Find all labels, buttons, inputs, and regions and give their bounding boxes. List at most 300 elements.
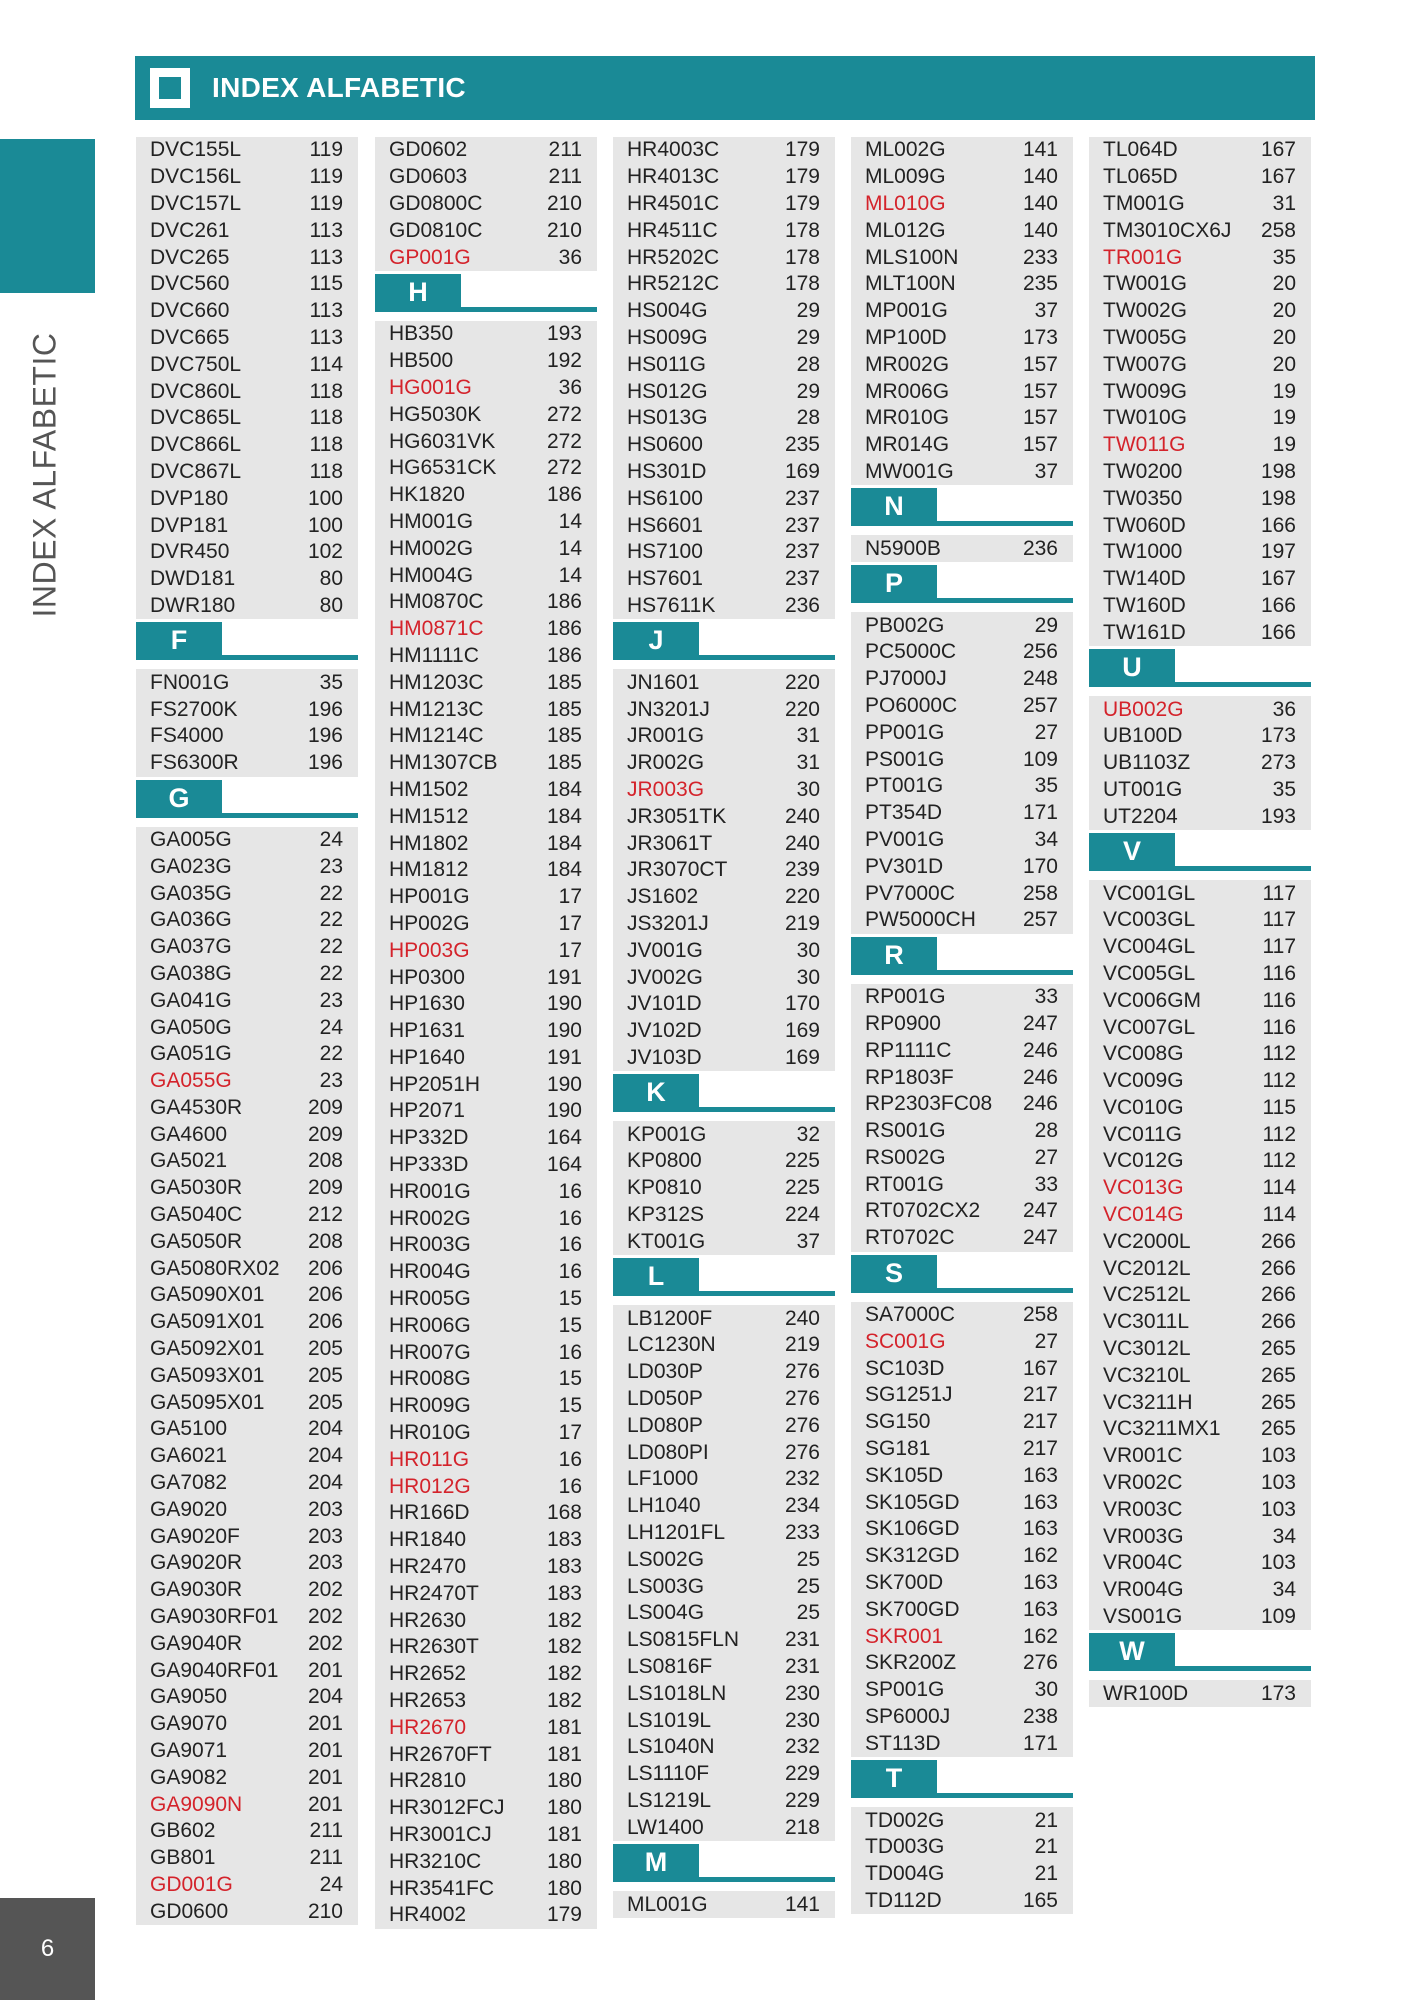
section-letter: F <box>136 622 222 659</box>
index-row <box>851 1409 1073 1436</box>
product-code: HR008G <box>389 1367 471 1391</box>
page-ref: 232 <box>784 1467 820 1491</box>
index-column-3 <box>613 137 835 1918</box>
page-ref: 240 <box>784 831 820 855</box>
page-ref: 186 <box>546 617 582 641</box>
page-ref: 169 <box>784 1019 820 1043</box>
section-header <box>375 271 597 321</box>
page-ref: 14 <box>558 563 582 587</box>
product-code: HR2670FT <box>389 1742 492 1766</box>
index-row <box>1089 1121 1311 1148</box>
index-row <box>136 566 358 593</box>
index-row <box>613 1493 835 1520</box>
page-ref: 257 <box>1022 908 1058 932</box>
index-row <box>136 934 358 961</box>
product-code: VR004C <box>1103 1551 1183 1575</box>
section-divider <box>851 1793 1073 1798</box>
page-ref: 114 <box>309 352 343 376</box>
product-code: UB002G <box>1103 697 1184 721</box>
section-divider <box>851 598 1073 603</box>
product-code: GA035G <box>150 881 232 905</box>
index-row <box>136 1872 358 1899</box>
product-code: HM002G <box>389 536 474 560</box>
page-ref: 117 <box>1262 935 1296 959</box>
index-row <box>375 428 597 455</box>
index-row <box>613 325 835 352</box>
index-row <box>1089 1416 1311 1443</box>
page-ref: 232 <box>784 1735 820 1759</box>
index-row <box>613 351 835 378</box>
page-ref: 182 <box>546 1689 582 1713</box>
product-code: ML001G <box>627 1892 708 1916</box>
page-ref: 157 <box>1022 406 1058 430</box>
product-code: HM1802 <box>389 831 469 855</box>
product-code: HS012G <box>627 379 708 403</box>
product-code: HR005G <box>389 1287 471 1311</box>
product-code: GB801 <box>150 1846 216 1870</box>
page-ref: 25 <box>796 1547 820 1571</box>
page-ref: 16 <box>558 1447 582 1471</box>
product-code: RT0702C <box>865 1226 955 1250</box>
product-code: RP1803F <box>865 1065 954 1089</box>
product-code: GP001G <box>389 245 471 269</box>
index-row <box>375 911 597 938</box>
page-ref: 22 <box>319 961 343 985</box>
page-ref: 35 <box>1272 245 1296 269</box>
page-ref: 178 <box>784 272 820 296</box>
product-code: HS301D <box>627 459 707 483</box>
square-bullet-icon <box>150 68 190 108</box>
product-code: HR009G <box>389 1394 471 1418</box>
page-ref: 27 <box>1034 720 1058 744</box>
product-code: DVC560 <box>150 272 230 296</box>
index-row <box>851 378 1073 405</box>
index-row <box>136 1523 358 1550</box>
index-row <box>375 1607 597 1634</box>
index-row <box>613 1707 835 1734</box>
index-row <box>375 1822 597 1849</box>
index-row <box>613 750 835 777</box>
index-row <box>136 907 358 934</box>
page-ref: 157 <box>1022 433 1058 457</box>
product-code: TW060D <box>1103 513 1186 537</box>
page-ref: 256 <box>1022 640 1058 664</box>
page-ref: 21 <box>1034 1862 1058 1886</box>
product-code: RS002G <box>865 1145 946 1169</box>
page-ref: 16 <box>558 1340 582 1364</box>
page-ref: 217 <box>1022 1437 1058 1461</box>
page-ref: 34 <box>1034 827 1058 851</box>
product-code: HM1111C <box>389 643 479 667</box>
product-code: HG001G <box>389 375 472 399</box>
index-row <box>613 1045 835 1072</box>
product-code: GA9020F <box>150 1524 240 1548</box>
page-ref: 35 <box>1034 774 1058 798</box>
product-code: DVP180 <box>150 486 229 510</box>
product-code: SG181 <box>865 1437 931 1461</box>
index-row <box>851 1118 1073 1145</box>
page-ref: 257 <box>1022 693 1058 717</box>
index-row <box>851 1302 1073 1329</box>
index-row <box>375 1339 597 1366</box>
product-code: VC003GL <box>1103 908 1196 932</box>
page-ref: 202 <box>307 1631 343 1655</box>
page-ref: 190 <box>546 1099 582 1123</box>
page-ref: 211 <box>548 138 582 162</box>
product-code: GA9082 <box>150 1765 228 1789</box>
index-row <box>375 1634 597 1661</box>
index-row <box>613 378 835 405</box>
index-row <box>613 1546 835 1573</box>
index-row <box>375 509 597 536</box>
index-title: INDEX ALFABETIC <box>212 72 466 103</box>
index-row <box>375 375 597 402</box>
index-row <box>1089 803 1311 830</box>
page-ref: 179 <box>784 191 820 215</box>
page-ref: 167 <box>1022 1356 1058 1380</box>
product-code: HK1820 <box>389 483 465 507</box>
product-code: GA9090N <box>150 1792 243 1816</box>
product-code: TW0350 <box>1103 486 1183 510</box>
page-ref: 169 <box>784 1045 820 1069</box>
section-header <box>851 1757 1073 1807</box>
product-code: PJ7000J <box>865 667 947 691</box>
page-ref: 140 <box>1022 191 1058 215</box>
page-ref: 208 <box>307 1149 343 1173</box>
index-row <box>613 1359 835 1386</box>
page-ref: 171 <box>1022 801 1058 825</box>
index-row <box>136 298 358 325</box>
index-row <box>1089 1282 1311 1309</box>
product-code: VC2000L <box>1103 1229 1191 1253</box>
page-ref: 17 <box>558 938 582 962</box>
page-ref: 170 <box>1022 854 1058 878</box>
page-ref: 29 <box>796 325 820 349</box>
index-row <box>375 750 597 777</box>
page-ref: 202 <box>307 1578 343 1602</box>
product-code: MR010G <box>865 406 950 430</box>
index-row <box>613 1018 835 1045</box>
page-ref: 181 <box>546 1715 582 1739</box>
product-code: HP2051H <box>389 1072 481 1096</box>
page-ref: 197 <box>1260 540 1296 564</box>
index-row <box>613 777 835 804</box>
section-letter: R <box>851 937 937 974</box>
page-ref: 16 <box>558 1206 582 1230</box>
index-row <box>851 907 1073 934</box>
product-code: GA5100 <box>150 1417 228 1441</box>
page-ref: 239 <box>784 858 820 882</box>
index-row <box>136 593 358 620</box>
product-code: HS6601 <box>627 513 703 537</box>
page-ref: 118 <box>309 406 343 430</box>
product-code: TM3010CX6J <box>1103 218 1232 242</box>
section-letter: T <box>851 1760 937 1797</box>
index-row <box>136 1014 358 1041</box>
product-code: TL064D <box>1103 138 1178 162</box>
page-ref: 178 <box>784 245 820 269</box>
index-row <box>1089 485 1311 512</box>
page-ref: 230 <box>784 1708 820 1732</box>
page-ref: 231 <box>784 1655 820 1679</box>
page-ref: 17 <box>558 1421 582 1445</box>
index-row <box>136 459 358 486</box>
product-code: VC005GL <box>1103 961 1196 985</box>
product-code: HP1630 <box>389 992 465 1016</box>
product-code: VR001C <box>1103 1444 1183 1468</box>
index-row <box>1089 593 1311 620</box>
index-row <box>136 1630 358 1657</box>
index-row <box>851 164 1073 191</box>
index-row <box>375 1848 597 1875</box>
index-row <box>613 1891 835 1918</box>
page-ref: 112 <box>1262 1069 1296 1093</box>
page-ref: 190 <box>546 1019 582 1043</box>
product-code: HP003G <box>389 938 470 962</box>
page-ref: 167 <box>1260 138 1296 162</box>
index-row <box>375 723 597 750</box>
page-ref: 162 <box>1022 1624 1058 1648</box>
page-ref: 209 <box>307 1176 343 1200</box>
product-code: UB1103Z <box>1103 751 1191 775</box>
product-code: VC006GM <box>1103 988 1202 1012</box>
index-row <box>375 964 597 991</box>
index-row <box>375 1018 597 1045</box>
product-code: KP0800 <box>627 1149 702 1173</box>
product-code: GD0810C <box>389 218 483 242</box>
page-ref: 225 <box>784 1149 820 1173</box>
index-row <box>136 1496 358 1523</box>
page-ref: 30 <box>796 965 820 989</box>
index-row <box>375 643 597 670</box>
page-ref: 198 <box>1260 459 1296 483</box>
product-code: PT001G <box>865 774 944 798</box>
product-code: KP312S <box>627 1203 705 1227</box>
product-code: ML002G <box>865 138 946 162</box>
page-ref: 30 <box>796 777 820 801</box>
product-code: HB500 <box>389 349 454 373</box>
index-row <box>851 827 1073 854</box>
index-row <box>613 593 835 620</box>
index-row <box>613 1412 835 1439</box>
page-ref: 276 <box>1022 1651 1058 1675</box>
index-row <box>375 1875 597 1902</box>
index-row <box>851 1623 1073 1650</box>
page-ref: 27 <box>1034 1145 1058 1169</box>
index-row <box>613 1788 835 1815</box>
index-row <box>1089 1202 1311 1229</box>
index-row <box>613 1202 835 1229</box>
index-row <box>1089 1577 1311 1604</box>
page-ref: 272 <box>546 456 582 480</box>
index-row <box>1089 566 1311 593</box>
page-ref: 102 <box>307 540 343 564</box>
index-row <box>851 405 1073 432</box>
page-ref: 157 <box>1022 352 1058 376</box>
index-row <box>375 535 597 562</box>
index-row <box>1089 325 1311 352</box>
page-ref: 113 <box>309 218 343 242</box>
page-ref: 29 <box>1034 613 1058 637</box>
section-divider <box>613 1291 835 1296</box>
product-code: JR3051TK <box>627 804 727 828</box>
index-row <box>613 539 835 566</box>
page-ref: 204 <box>307 1417 343 1441</box>
index-row <box>136 1041 358 1068</box>
product-code: HR166D <box>389 1501 470 1525</box>
page-ref: 116 <box>1262 988 1296 1012</box>
page-ref: 115 <box>309 272 343 296</box>
index-row <box>613 1228 835 1255</box>
page-ref: 203 <box>307 1551 343 1575</box>
index-row <box>851 1834 1073 1861</box>
page-ref: 109 <box>1022 747 1058 771</box>
index-row <box>613 830 835 857</box>
index-row <box>613 723 835 750</box>
page-ref: 240 <box>784 1306 820 1330</box>
section-letter: V <box>1089 833 1175 870</box>
product-code: HR2630 <box>389 1608 467 1632</box>
product-code: GA9040RF01 <box>150 1658 279 1682</box>
page-ref: 276 <box>784 1360 820 1384</box>
section-divider <box>1089 1666 1311 1671</box>
product-code: DVC157L <box>150 191 242 215</box>
page-ref: 203 <box>307 1497 343 1521</box>
product-code: HR003G <box>389 1233 471 1257</box>
page-ref: 272 <box>546 429 582 453</box>
section-header <box>851 562 1073 612</box>
product-code: VC007GL <box>1103 1015 1196 1039</box>
page-ref: 163 <box>1022 1517 1058 1541</box>
page-ref: 212 <box>307 1203 343 1227</box>
product-code: VC010G <box>1103 1095 1184 1119</box>
product-code: JV103D <box>627 1045 702 1069</box>
index-row <box>851 853 1073 880</box>
page-ref: 114 <box>1262 1203 1296 1227</box>
index-row <box>136 1791 358 1818</box>
page-ref: 180 <box>546 1849 582 1873</box>
product-code: HR3012FCJ <box>389 1796 505 1820</box>
product-code: TW011G <box>1103 433 1186 457</box>
product-code: LS1019L <box>627 1708 712 1732</box>
index-row <box>1089 777 1311 804</box>
product-code: HS009G <box>627 325 708 349</box>
index-row <box>375 1178 597 1205</box>
page-ref: 34 <box>1272 1578 1296 1602</box>
index-row <box>375 191 597 218</box>
product-code: PC5000C <box>865 640 957 664</box>
product-code: LD030P <box>627 1360 703 1384</box>
product-code: RP0900 <box>865 1011 941 1035</box>
index-row <box>613 1121 835 1148</box>
product-code: TD003G <box>865 1835 945 1859</box>
index-row <box>1089 934 1311 961</box>
product-code: HM1213C <box>389 697 484 721</box>
product-code: PV301D <box>865 854 944 878</box>
page-ref: 29 <box>796 379 820 403</box>
page-ref: 16 <box>558 1233 582 1257</box>
index-row <box>375 1232 597 1259</box>
index-row <box>136 217 358 244</box>
page-ref: 173 <box>1022 325 1058 349</box>
index-column-1 <box>136 137 358 1925</box>
page-ref: 17 <box>558 885 582 909</box>
index-row <box>375 1500 597 1527</box>
index-row <box>136 1255 358 1282</box>
page-ref: 100 <box>307 513 343 537</box>
index-row <box>136 961 358 988</box>
index-row <box>375 1902 597 1929</box>
page-ref: 109 <box>1260 1605 1296 1629</box>
index-row <box>136 432 358 459</box>
product-code: GA050G <box>150 1015 232 1039</box>
product-code: DWD181 <box>150 567 236 591</box>
page-ref: 20 <box>1272 352 1296 376</box>
index-row <box>136 1738 358 1765</box>
page-ref: 164 <box>546 1153 582 1177</box>
index-row <box>375 1473 597 1500</box>
page-ref: 230 <box>784 1681 820 1705</box>
index-row <box>136 1684 358 1711</box>
index-row <box>851 746 1073 773</box>
index-row <box>851 639 1073 666</box>
index-row <box>375 857 597 884</box>
index-row <box>851 1516 1073 1543</box>
page-ref: 119 <box>309 191 343 215</box>
page-ref: 192 <box>546 349 582 373</box>
product-code: JR002G <box>627 751 705 775</box>
index-row <box>613 803 835 830</box>
index-row <box>136 880 358 907</box>
product-code: VC008G <box>1103 1042 1184 1066</box>
product-code: HR1840 <box>389 1528 467 1552</box>
page-ref: 276 <box>784 1440 820 1464</box>
page-ref: 201 <box>307 1792 343 1816</box>
index-row <box>136 244 358 271</box>
page-ref: 265 <box>1260 1363 1296 1387</box>
page-ref: 184 <box>546 804 582 828</box>
page-ref: 30 <box>796 938 820 962</box>
index-row <box>851 1225 1073 1252</box>
page-ref: 237 <box>784 567 820 591</box>
page-ref: 16 <box>558 1474 582 1498</box>
page-ref: 19 <box>1272 379 1296 403</box>
product-code: LD080P <box>627 1413 703 1437</box>
index-row <box>375 1098 597 1125</box>
section-header <box>851 485 1073 535</box>
page-ref: 196 <box>307 697 343 721</box>
index-row <box>375 1071 597 1098</box>
product-code: MP001G <box>865 299 948 323</box>
product-code: SK106GD <box>865 1517 960 1541</box>
page-ref: 112 <box>1262 1149 1296 1173</box>
page-ref: 247 <box>1022 1199 1058 1223</box>
index-row <box>613 669 835 696</box>
page-ref: 246 <box>1022 1092 1058 1116</box>
page-ref: 23 <box>319 854 343 878</box>
product-code: GA9030R <box>150 1578 243 1602</box>
index-row <box>136 1389 358 1416</box>
page-ref: 202 <box>307 1605 343 1629</box>
page-ref: 163 <box>1022 1597 1058 1621</box>
page-ref: 206 <box>307 1310 343 1334</box>
product-code: VR002C <box>1103 1471 1183 1495</box>
index-row <box>375 1688 597 1715</box>
product-code: MR014G <box>865 433 950 457</box>
product-code: SP001G <box>865 1678 945 1702</box>
product-code: DVC660 <box>150 299 230 323</box>
product-code: JV102D <box>627 1019 702 1043</box>
